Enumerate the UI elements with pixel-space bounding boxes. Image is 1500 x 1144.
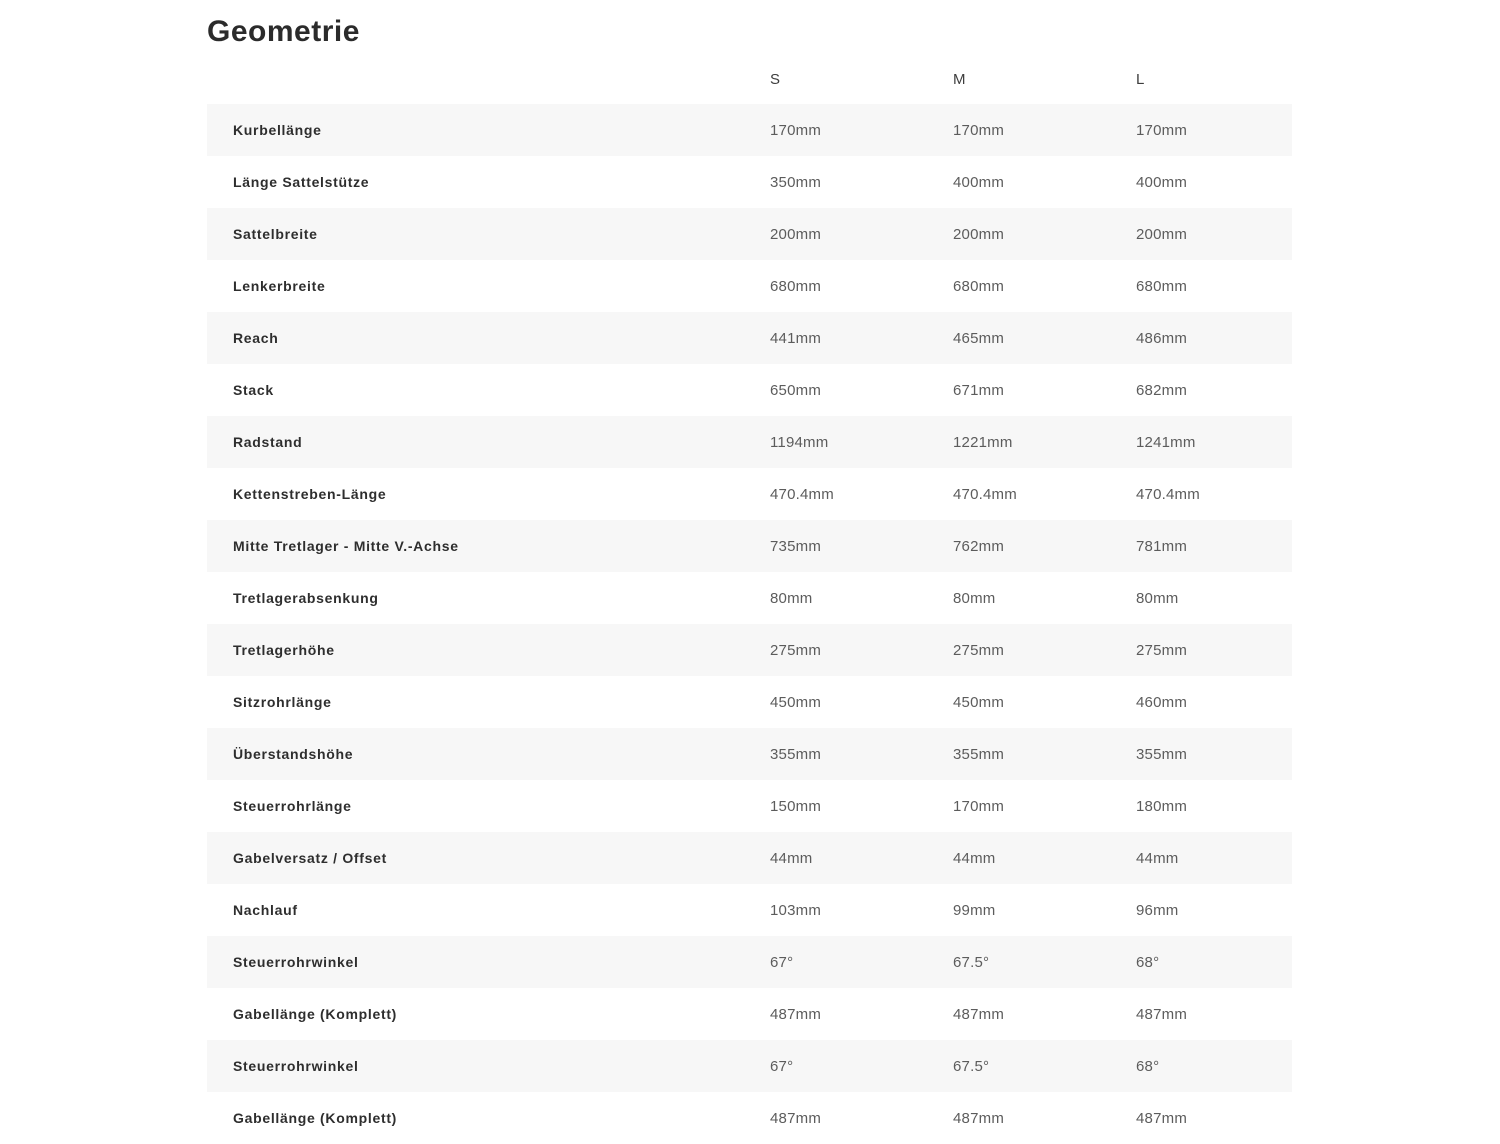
table-row [207, 208, 1292, 260]
cell-value: 355mm [770, 745, 822, 763]
cell-value: 200mm [1136, 225, 1188, 243]
table-row [207, 728, 1292, 780]
cell-value: 96mm [1136, 901, 1179, 919]
cell-value: 487mm [953, 1005, 1005, 1023]
row-label: Gabellänge (Komplett) [233, 1006, 398, 1022]
cell-value: 470.4mm [953, 485, 1017, 503]
cell-value: 275mm [953, 641, 1005, 659]
cell-value: 487mm [770, 1005, 822, 1023]
cell-value: 355mm [1136, 745, 1188, 763]
cell-value: 781mm [1136, 537, 1188, 555]
table-row [207, 572, 1292, 624]
table-row [207, 468, 1292, 520]
cell-value: 99mm [953, 901, 996, 919]
row-label: Steuerrohrwinkel [233, 954, 359, 970]
cell-value: 486mm [1136, 329, 1188, 347]
table-row [207, 624, 1292, 676]
row-label: Steuerrohrlänge [233, 798, 352, 814]
table-row [207, 676, 1292, 728]
cell-value: 450mm [770, 693, 822, 711]
row-label: Kettenstreben-Länge [233, 486, 387, 502]
cell-value: 487mm [1136, 1109, 1188, 1127]
cell-value: 355mm [953, 745, 1005, 763]
page-title: Geometrie [207, 15, 360, 49]
cell-value: 80mm [1136, 589, 1179, 607]
cell-value: 1241mm [1136, 433, 1196, 451]
cell-value: 68° [1136, 1057, 1160, 1075]
cell-value: 275mm [770, 641, 822, 659]
row-label: Tretlagerabsenkung [233, 590, 379, 606]
cell-value: 170mm [770, 121, 822, 139]
cell-value: 200mm [770, 225, 822, 243]
column-header-m: M [953, 71, 966, 88]
row-label: Steuerrohrwinkel [233, 1058, 359, 1074]
row-label: Gabelversatz / Offset [233, 850, 387, 866]
cell-value: 103mm [770, 901, 822, 919]
table-row [207, 364, 1292, 416]
geometry-table [207, 55, 1292, 1144]
cell-value: 470.4mm [770, 485, 834, 503]
cell-value: 80mm [770, 589, 813, 607]
cell-value: 400mm [1136, 173, 1188, 191]
cell-value: 1194mm [770, 433, 829, 451]
row-label: Sitzrohrlänge [233, 694, 332, 710]
cell-value: 67.5° [953, 1057, 990, 1075]
table-body [207, 104, 1292, 1144]
cell-value: 680mm [770, 277, 822, 295]
cell-value: 1221mm [953, 433, 1013, 451]
table-row [207, 832, 1292, 884]
cell-value: 441mm [770, 329, 822, 347]
cell-value: 680mm [953, 277, 1005, 295]
cell-value: 44mm [770, 849, 813, 867]
table-row [207, 988, 1292, 1040]
row-label: Kurbellänge [233, 122, 322, 138]
table-row [207, 312, 1292, 364]
row-label: Gabellänge (Komplett) [233, 1110, 398, 1126]
row-label: Tretlagerhöhe [233, 642, 335, 658]
row-label: Länge Sattelstütze [233, 174, 370, 190]
cell-value: 487mm [953, 1109, 1005, 1127]
cell-value: 680mm [1136, 277, 1188, 295]
row-label: Lenkerbreite [233, 278, 326, 294]
cell-value: 44mm [1136, 849, 1179, 867]
table-header [207, 55, 1292, 104]
cell-value: 762mm [953, 537, 1005, 555]
row-label: Stack [233, 382, 274, 398]
row-label: Reach [233, 330, 279, 346]
cell-value: 275mm [1136, 641, 1188, 659]
table-row [207, 780, 1292, 832]
cell-value: 487mm [770, 1109, 822, 1127]
cell-value: 460mm [1136, 693, 1188, 711]
table-row [207, 884, 1292, 936]
cell-value: 67.5° [953, 953, 990, 971]
column-header-s: S [770, 71, 781, 88]
cell-value: 150mm [770, 797, 822, 815]
table-row [207, 1092, 1292, 1144]
cell-value: 650mm [770, 381, 822, 399]
cell-value: 80mm [953, 589, 996, 607]
cell-value: 350mm [770, 173, 822, 191]
cell-value: 470.4mm [1136, 485, 1200, 503]
cell-value: 487mm [1136, 1005, 1188, 1023]
cell-value: 67° [770, 953, 794, 971]
table-row [207, 520, 1292, 572]
cell-value: 68° [1136, 953, 1160, 971]
table-row [207, 260, 1292, 312]
table-row [207, 156, 1292, 208]
cell-value: 44mm [953, 849, 996, 867]
table-row [207, 416, 1292, 468]
cell-value: 170mm [953, 797, 1005, 815]
cell-value: 682mm [1136, 381, 1188, 399]
cell-value: 200mm [953, 225, 1005, 243]
cell-value: 450mm [953, 693, 1005, 711]
cell-value: 465mm [953, 329, 1005, 347]
cell-value: 671mm [953, 381, 1005, 399]
row-label: Sattelbreite [233, 226, 318, 242]
cell-value: 170mm [1136, 121, 1188, 139]
cell-value: 67° [770, 1057, 794, 1075]
table-row [207, 936, 1292, 988]
cell-value: 735mm [770, 537, 822, 555]
cell-value: 170mm [953, 121, 1005, 139]
table-row [207, 1040, 1292, 1092]
row-label: Überstandshöhe [233, 746, 354, 762]
row-label: Mitte Tretlager - Mitte V.-Achse [233, 538, 459, 554]
cell-value: 400mm [953, 173, 1005, 191]
cell-value: 180mm [1136, 797, 1188, 815]
row-label: Radstand [233, 434, 303, 450]
table-row [207, 104, 1292, 156]
column-header-l: L [1136, 71, 1145, 88]
row-label: Nachlauf [233, 902, 298, 918]
